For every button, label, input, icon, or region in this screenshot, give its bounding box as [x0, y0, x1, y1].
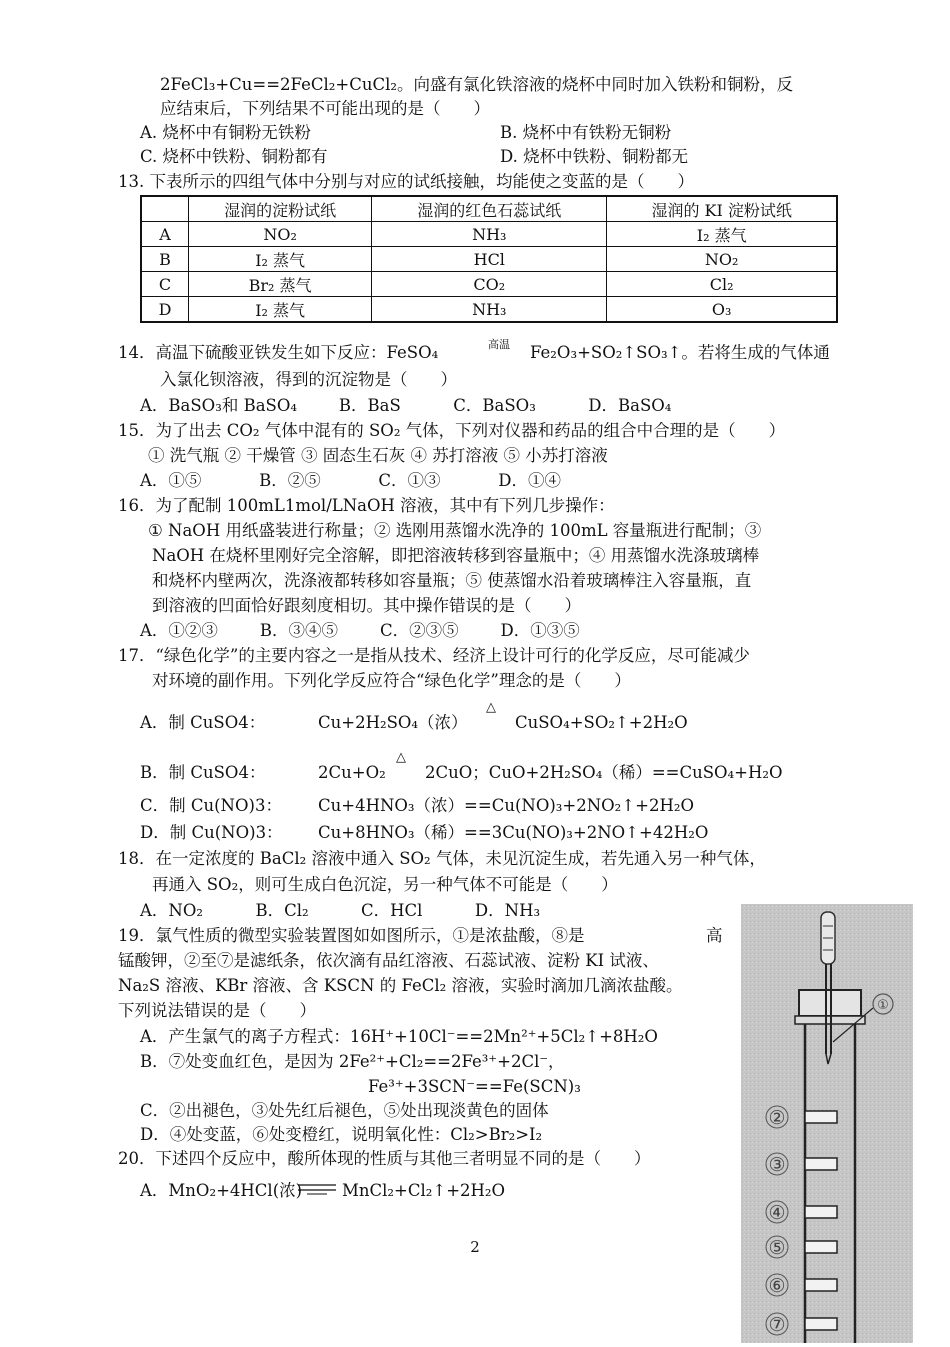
q16-line2: NaOH 在烧杯里刚好完全溶解，即把溶液转移到容量瓶中；④ 用蒸馏水洗涤玻璃棒 [152, 546, 760, 565]
q12-option-b: B. 烧杯中有铁粉无铜粉 [500, 123, 672, 142]
table-cell: HCl [372, 247, 607, 272]
q18-options-text: A．NO₂ B．Cl₂ C．HCl D．NH₃ [140, 901, 541, 920]
q17-stem: 17．“绿色化学”的主要内容之一是指从技术、经济上设计可行的化学反应，尽可能减少 [118, 646, 750, 665]
q17-stem-line2: 对环境的副作用。下列化学反应符合“绿色化学”理念的是（ ） [152, 671, 631, 690]
q16-options [140, 620, 580, 642]
q14-options-text: A．BaSO₃和 BaSO₄ B．BaS C．BaSO₃ D．BaSO₄ [140, 396, 672, 415]
q18-stem-line2: 再通入 SO₂，则可生成白色沉淀，另一种气体不可能是（ ） [152, 875, 618, 894]
q19-stem: 19．氯气性质的微型实验装置图如如图所示，①是浓盐酸，⑧是 [118, 926, 585, 945]
q19-line2: 锰酸钾，②至⑦是滤纸条，依次滴有品红溶液、石蕊试液、淀粉 KI 试液、 [118, 951, 659, 970]
table-cell: I₂ 蒸气 [189, 297, 372, 323]
table-cell: C [141, 272, 189, 297]
q20-option-a-products: MnCl₂+Cl₂↑+2H₂O [342, 1181, 506, 1200]
q15-options [140, 470, 561, 492]
delta-label: △ [396, 750, 406, 765]
q18-stem: 18．在一定浓度的 BaCl₂ 溶液中通入 SO₂ 气体，未见沉淀生成，若先通入另一种气体， [118, 849, 766, 868]
table-cell: I₂ 蒸气 [189, 247, 372, 272]
table-cell: 湿润的淀粉试纸 [189, 196, 372, 222]
figure-label: ⑥ [768, 1275, 786, 1297]
q19-option-a: A．产生氯气的离子方程式：16H⁺+10Cl⁻==2Mn²⁺+5Cl₂↑+8H₂O [140, 1027, 658, 1046]
table-cell [141, 196, 189, 222]
q19-line3: Na₂S 溶液、KBr 溶液、含 KSCN 的 FeCl₂ 溶液，实验时滴加几滴浓盐酸。 [118, 976, 683, 995]
table-row [141, 222, 837, 247]
table-row [141, 272, 837, 297]
table-cell: I₂ 蒸气 [607, 222, 837, 247]
apparatus-figure [741, 904, 913, 1343]
q19-option-b: B．⑦处变血红色，是因为 2Fe²⁺+Cl₂==2Fe³⁺+2Cl⁻， [140, 1052, 565, 1071]
delta-label: △ [486, 700, 496, 715]
q19-line4: 下列说法错误的是（ ） [118, 1001, 316, 1020]
high-temp-label: 高温 [488, 338, 510, 351]
table-cell: Cl₂ [607, 272, 837, 297]
q14-stem-part2: Fe₂O₃+SO₂↑SO₃↑。若将生成的气体通 [530, 343, 830, 362]
q17-option-b-label: B．制 CuSO4： [140, 763, 266, 782]
q16-line3: 和烧杯内壁两次，洗涤液都转移如容量瓶；⑤ 使蒸馏水沿着玻璃棒注入容量瓶，直 [152, 571, 752, 590]
table-cell: NH₃ [372, 297, 607, 323]
q16-stem: 16．为了配制 100mL1mol/LNaOH 溶液，其中有下列几步操作： [118, 496, 615, 515]
q15-stem: 15．为了出去 CO₂ 气体中混有的 SO₂ 气体，下列对仪器和药品的组合中合理的是（ ） [118, 421, 786, 440]
table-cell: NH₃ [372, 222, 607, 247]
table-header-row [141, 196, 837, 222]
table-cell: 湿润的红色石蕊试纸 [372, 196, 607, 222]
q17-option-d-equation: Cu+8HNO₃（稀）==3Cu(NO)₃+2NO↑+42H₂O [318, 823, 709, 842]
figure-label: ⑦ [768, 1314, 786, 1336]
q18-options [140, 900, 540, 922]
table-cell: NO₂ [607, 247, 837, 272]
table-cell: Br₂ 蒸气 [189, 272, 372, 297]
q13-stem: 13. 下表所示的四组气体中分别与对应的试纸接触，均能使之变蓝的是（ ） [118, 172, 694, 191]
equals-arrow-icon [297, 1182, 337, 1196]
q12-stem-line2: 应结束后，下列结果不可能出现的是（ ） [160, 99, 490, 118]
q15-items: ① 洗气瓶 ② 干燥管 ③ 固态生石灰 ④ 苏打溶液 ⑤ 小苏打溶液 [148, 446, 608, 465]
q17-option-c-equation: Cu+4HNO₃（浓）==Cu(NO)₃+2NO₂↑+2H₂O [318, 796, 694, 815]
q17-option-c-label: C．制 Cu(NO)3： [140, 796, 282, 815]
q12-option-c: C. 烧杯中铁粉、铜粉都有 [140, 147, 328, 166]
q20-option-a-reactants: A．MnO₂+4HCl(浓) [140, 1181, 303, 1200]
table-cell: O₃ [607, 297, 837, 323]
q16-line4: 到溶液的凹面恰好跟刻度相切。其中操作错误的是（ ） [152, 596, 581, 615]
apparatus-drawing [741, 904, 913, 1343]
q19-option-c: C．②出褪色，③处先红后褪色，⑤处出现淡黄色的固体 [140, 1101, 549, 1120]
table-cell: NO₂ [189, 222, 372, 247]
figure-label: ② [768, 1107, 786, 1129]
figure-label: ④ [768, 1202, 786, 1224]
table-cell: 湿润的 KI 淀粉试纸 [607, 196, 837, 222]
figure-label: ① [877, 998, 889, 1013]
q16-options-text: A．①②③ B．③④⑤ C．②③⑤ D．①③⑤ [140, 621, 580, 640]
q14-stem-part1: 14．高温下硫酸亚铁发生如下反应：FeSO₄ [118, 343, 439, 362]
figure-label: ⑤ [768, 1237, 786, 1259]
q17-option-b-products: 2CuO；CuO+2H₂SO₄（稀）==CuSO₄+H₂O [425, 763, 783, 782]
q17-option-d-label: D．制 Cu(NO)3： [140, 823, 283, 842]
table-cell: D [141, 297, 189, 323]
figure-label: ③ [768, 1154, 786, 1176]
q14-options [140, 395, 671, 417]
q20-stem: 20．下述四个反应中，酸所体现的性质与其他三者明显不同的是（ ） [118, 1149, 651, 1168]
q17-option-b-reactants: 2Cu+O₂ [318, 763, 386, 782]
q12-stem-line1: 2FeCl₃+Cu==2FeCl₂+CuCl₂。向盛有氯化铁溶液的烧杯中同时加入铁粉和铜粉，反 [160, 75, 793, 94]
q17-option-a-products: CuSO₄+SO₂↑+2H₂O [515, 713, 688, 732]
table-cell: B [141, 247, 189, 272]
q19-stem-tail: 高 [706, 926, 723, 945]
table-row [141, 247, 837, 272]
table-row [141, 297, 837, 323]
q12-option-a: A. 烧杯中有铜粉无铁粉 [140, 123, 311, 142]
q19-option-d: D．④处变蓝，⑥处变橙红，说明氧化性：Cl₂>Br₂>I₂ [140, 1125, 543, 1144]
q17-option-a-reactants: Cu+2H₂SO₄（浓） [318, 713, 468, 732]
q19-option-b-cont: Fe³⁺+3SCN⁻==Fe(SCN)₃ [368, 1077, 581, 1096]
page-number: 2 [470, 1238, 480, 1256]
q17-option-a-label: A．制 CuSO4： [140, 713, 266, 732]
q13-table [140, 195, 838, 323]
q14-stem-line2: 入氯化钡溶液，得到的沉淀物是（ ） [160, 370, 457, 389]
q15-options-text: A．①⑤ B．②⑤ C．①③ D．①④ [140, 471, 561, 490]
table-cell: A [141, 222, 189, 247]
table-cell: CO₂ [372, 272, 607, 297]
q12-option-d: D. 烧杯中铁粉、铜粉都无 [500, 147, 689, 166]
q16-line1: ① NaOH 用纸盛装进行称量；② 选刚用蒸馏水洗净的 100mL 容量瓶进行配制；③ [148, 521, 762, 540]
